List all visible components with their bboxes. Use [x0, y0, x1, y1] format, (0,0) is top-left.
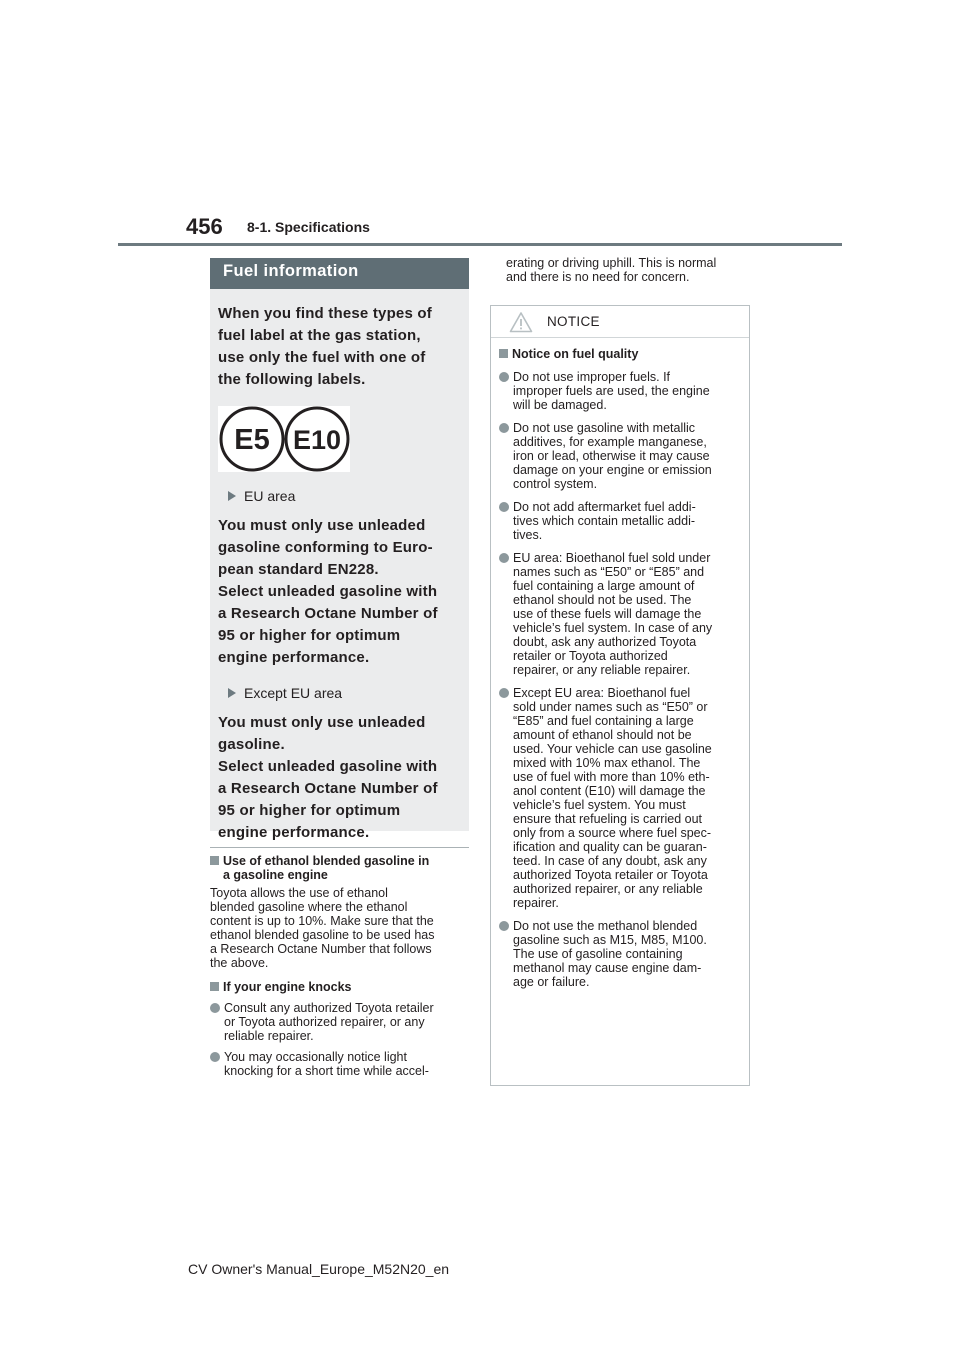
except-eu-area-text: You must only use unleaded gasoline. Select unleaded gasoline with a Research Octane Number of 95 or higher for optimum engine performance.: [218, 714, 438, 841]
section-title: 8-1. Specifications: [247, 219, 370, 235]
round-bullet-icon: [210, 1003, 220, 1013]
triangle-bullet-icon: [228, 688, 236, 698]
list-item: Do not use the methanol blended gasoline such as M15, M85, M100. The use of gasoline containing methanol may cause engine dam- age or failure.: [499, 919, 741, 989]
list-item: Do not add aftermarket fuel addi- tives which contain metallic addi- tives.: [499, 500, 741, 542]
square-bullet-icon: [210, 856, 219, 865]
e10-badge-text: E10: [292, 425, 342, 455]
round-bullet-icon: [499, 372, 509, 382]
e5-badge-text: E5: [234, 424, 270, 456]
warning-icon: [509, 311, 533, 333]
list-item: You may occasionally notice light knocking for a short time while accel-: [210, 1050, 469, 1078]
fuel-information-box: [210, 289, 469, 841]
section-divider: [210, 847, 469, 848]
except-eu-area-label: Except EU area: [228, 683, 459, 703]
round-bullet-icon: [499, 423, 509, 433]
continuation-text: erating or driving uphill. This is normal and there is no need for concern.: [506, 256, 717, 284]
list-item: EU area: Bioethanol fuel sold under names such as “E50” or “E85” and fuel containing a large amount of ethanol should not be used. The use of these fuels will damage the vehicle’s fuel system. In case of any doubt, ask any authorized Toyota retailer or Toyota authorized repairer, or any reliable repairer.: [499, 551, 741, 677]
notice-subheading: Notice on fuel quality: [499, 347, 741, 361]
round-bullet-icon: [499, 921, 509, 931]
list-item: Do not use gasoline with metallic additives, for example manganese, iron or lead, otherwise it may cause damage on your engine or emission control system.: [499, 421, 741, 491]
fuel-label-badges: [218, 406, 350, 472]
round-bullet-icon: [499, 502, 509, 512]
fuel-intro-text: When you find these types of fuel label at the gas station, use only the fuel with one of the following labels.: [218, 305, 432, 388]
round-bullet-icon: [210, 1052, 220, 1062]
footer-text: CV Owner's Manual_Europe_M52N20_en: [188, 1261, 450, 1277]
page-number: 456: [186, 214, 223, 239]
fuel-information-heading: Fuel information: [210, 258, 469, 289]
fuel-label-icon: [218, 406, 350, 472]
notice-box: [490, 305, 750, 1086]
list-item: Except EU area: Bioethanol fuel sold under names such as “E50” or “E85” and fuel containing a large amount of ethanol should not be used. Your vehicle can use gasoline mixed with 10% max ethanol. The use of fuel with more than 10% eth- anol content (E10) will damage the vehicle’s fuel system. You must ensure that refueling is carried out only from a source where fuel spec- ification and quality can be guaran- teed. In case of any doubt, ask any authorized Toyota retailer or Toyota authorized repairer, or any reliable repairer.: [499, 686, 741, 910]
list-item: Do not use improper fuels. If improper fuels are used, the engine will be damaged.: [499, 370, 741, 412]
header-rule: [118, 243, 842, 246]
round-bullet-icon: [499, 688, 509, 698]
list-item: Consult any authorized Toyota retailer or Toyota authorized repairer, or any reliable repairer.: [210, 1001, 469, 1043]
left-column-body: [210, 847, 469, 1078]
notice-header: [491, 306, 749, 338]
ethanol-paragraph: Toyota allows the use of ethanol blended gasoline where the ethanol content is up to 10%. Make sure that the ethanol blended gasoline to be used has a Research Octane Number that follows the above.: [210, 886, 435, 970]
notice-body: [491, 338, 749, 989]
eu-area-label: EU area: [228, 486, 459, 506]
square-bullet-icon: [499, 349, 508, 358]
triangle-bullet-icon: [228, 491, 236, 501]
eu-area-text: You must only use unleaded gasoline conforming to Euro- pean standard EN228. Select unleaded gasoline with a Research Octane Number of 95 or higher for optimum engine performance.: [218, 517, 438, 666]
notice-title: NOTICE: [547, 314, 600, 329]
square-bullet-icon: [210, 982, 219, 991]
knocks-heading: If your engine knocks: [210, 980, 469, 994]
round-bullet-icon: [499, 553, 509, 563]
ethanol-heading: Use of ethanol blended gasoline in a gasoline engine: [210, 854, 469, 882]
